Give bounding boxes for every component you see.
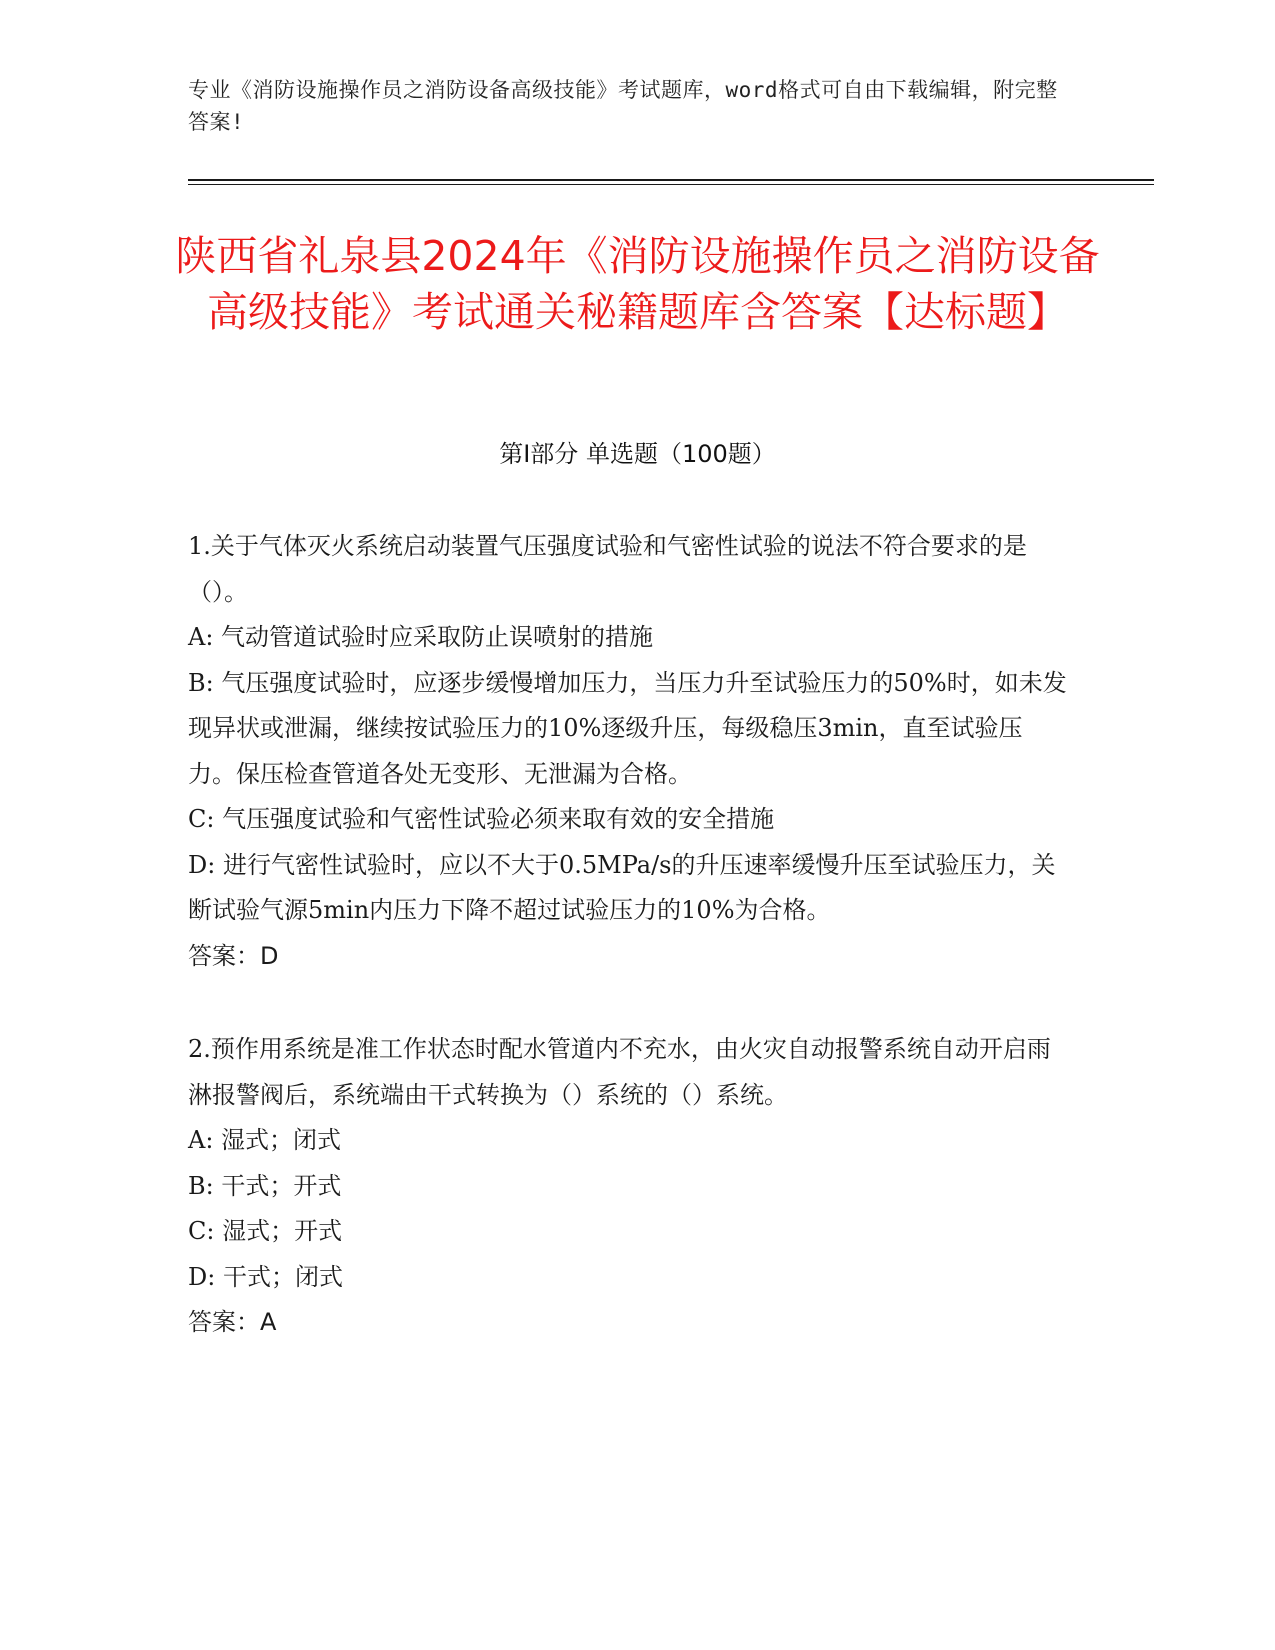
option-a: A: 湿式；闭式: [188, 1126, 342, 1154]
option-d: D: 进行气密性试验时，应以不大于0.5MPa/s的升压速率缓慢升压至试验压力，关断试验气源5min内压力下降不超过试验压力的10%为合格。: [188, 850, 1056, 924]
answer-line: 答案：A: [188, 1308, 277, 1336]
option-a: A: 气动管道试验时应采取防止误喷射的措施: [188, 623, 654, 651]
section-heading: 第I部分 单选题（100题）: [499, 440, 776, 468]
option-c: C: 气压强度试验和气密性试验必须来取有效的安全措施: [188, 805, 775, 833]
option-b: B: 气压强度试验时，应逐步缓慢增加压力，当压力升至试验压力的50%时，如未发现异状或泄漏，继续按试验压力的10%逐级升压，每级稳压3min，直至试验压力。保压检查管道各处无变形、无泄漏为合格。: [188, 668, 1067, 788]
question-stem: 2.预作用系统是准工作状态时配水管道内不充水，由火灾自动报警系统自动开启雨淋报警阀后，系统端由干式转换为（）系统的（）系统。: [188, 1035, 1051, 1109]
answer-line: 答案：D: [188, 941, 279, 970]
question-list: [188, 524, 1068, 1346]
option-d: D: 干式；闭式: [188, 1262, 343, 1291]
question-stem: 1.关于气体灭火系统启动装置气压强度试验和气密性试验的说法不符合要求的是（）。: [188, 532, 1027, 606]
header-divider-thick: [188, 179, 1154, 181]
document-title: 陕西省礼泉县2024年《消防设施操作员之消防设备高级技能》考试通关秘籍题库含答案【达标题】: [175, 232, 1100, 336]
question-item: [188, 524, 1068, 979]
header-note: 专业《消防设施操作员之消防设备高级技能》考试题库，word格式可自由下载编辑，附完整答案!: [188, 78, 1058, 134]
option-b: B: 干式；开式: [188, 1171, 342, 1200]
option-c: C: 湿式；开式: [188, 1217, 343, 1245]
question-item: [188, 1027, 1068, 1346]
header-divider-thin: [188, 184, 1154, 185]
